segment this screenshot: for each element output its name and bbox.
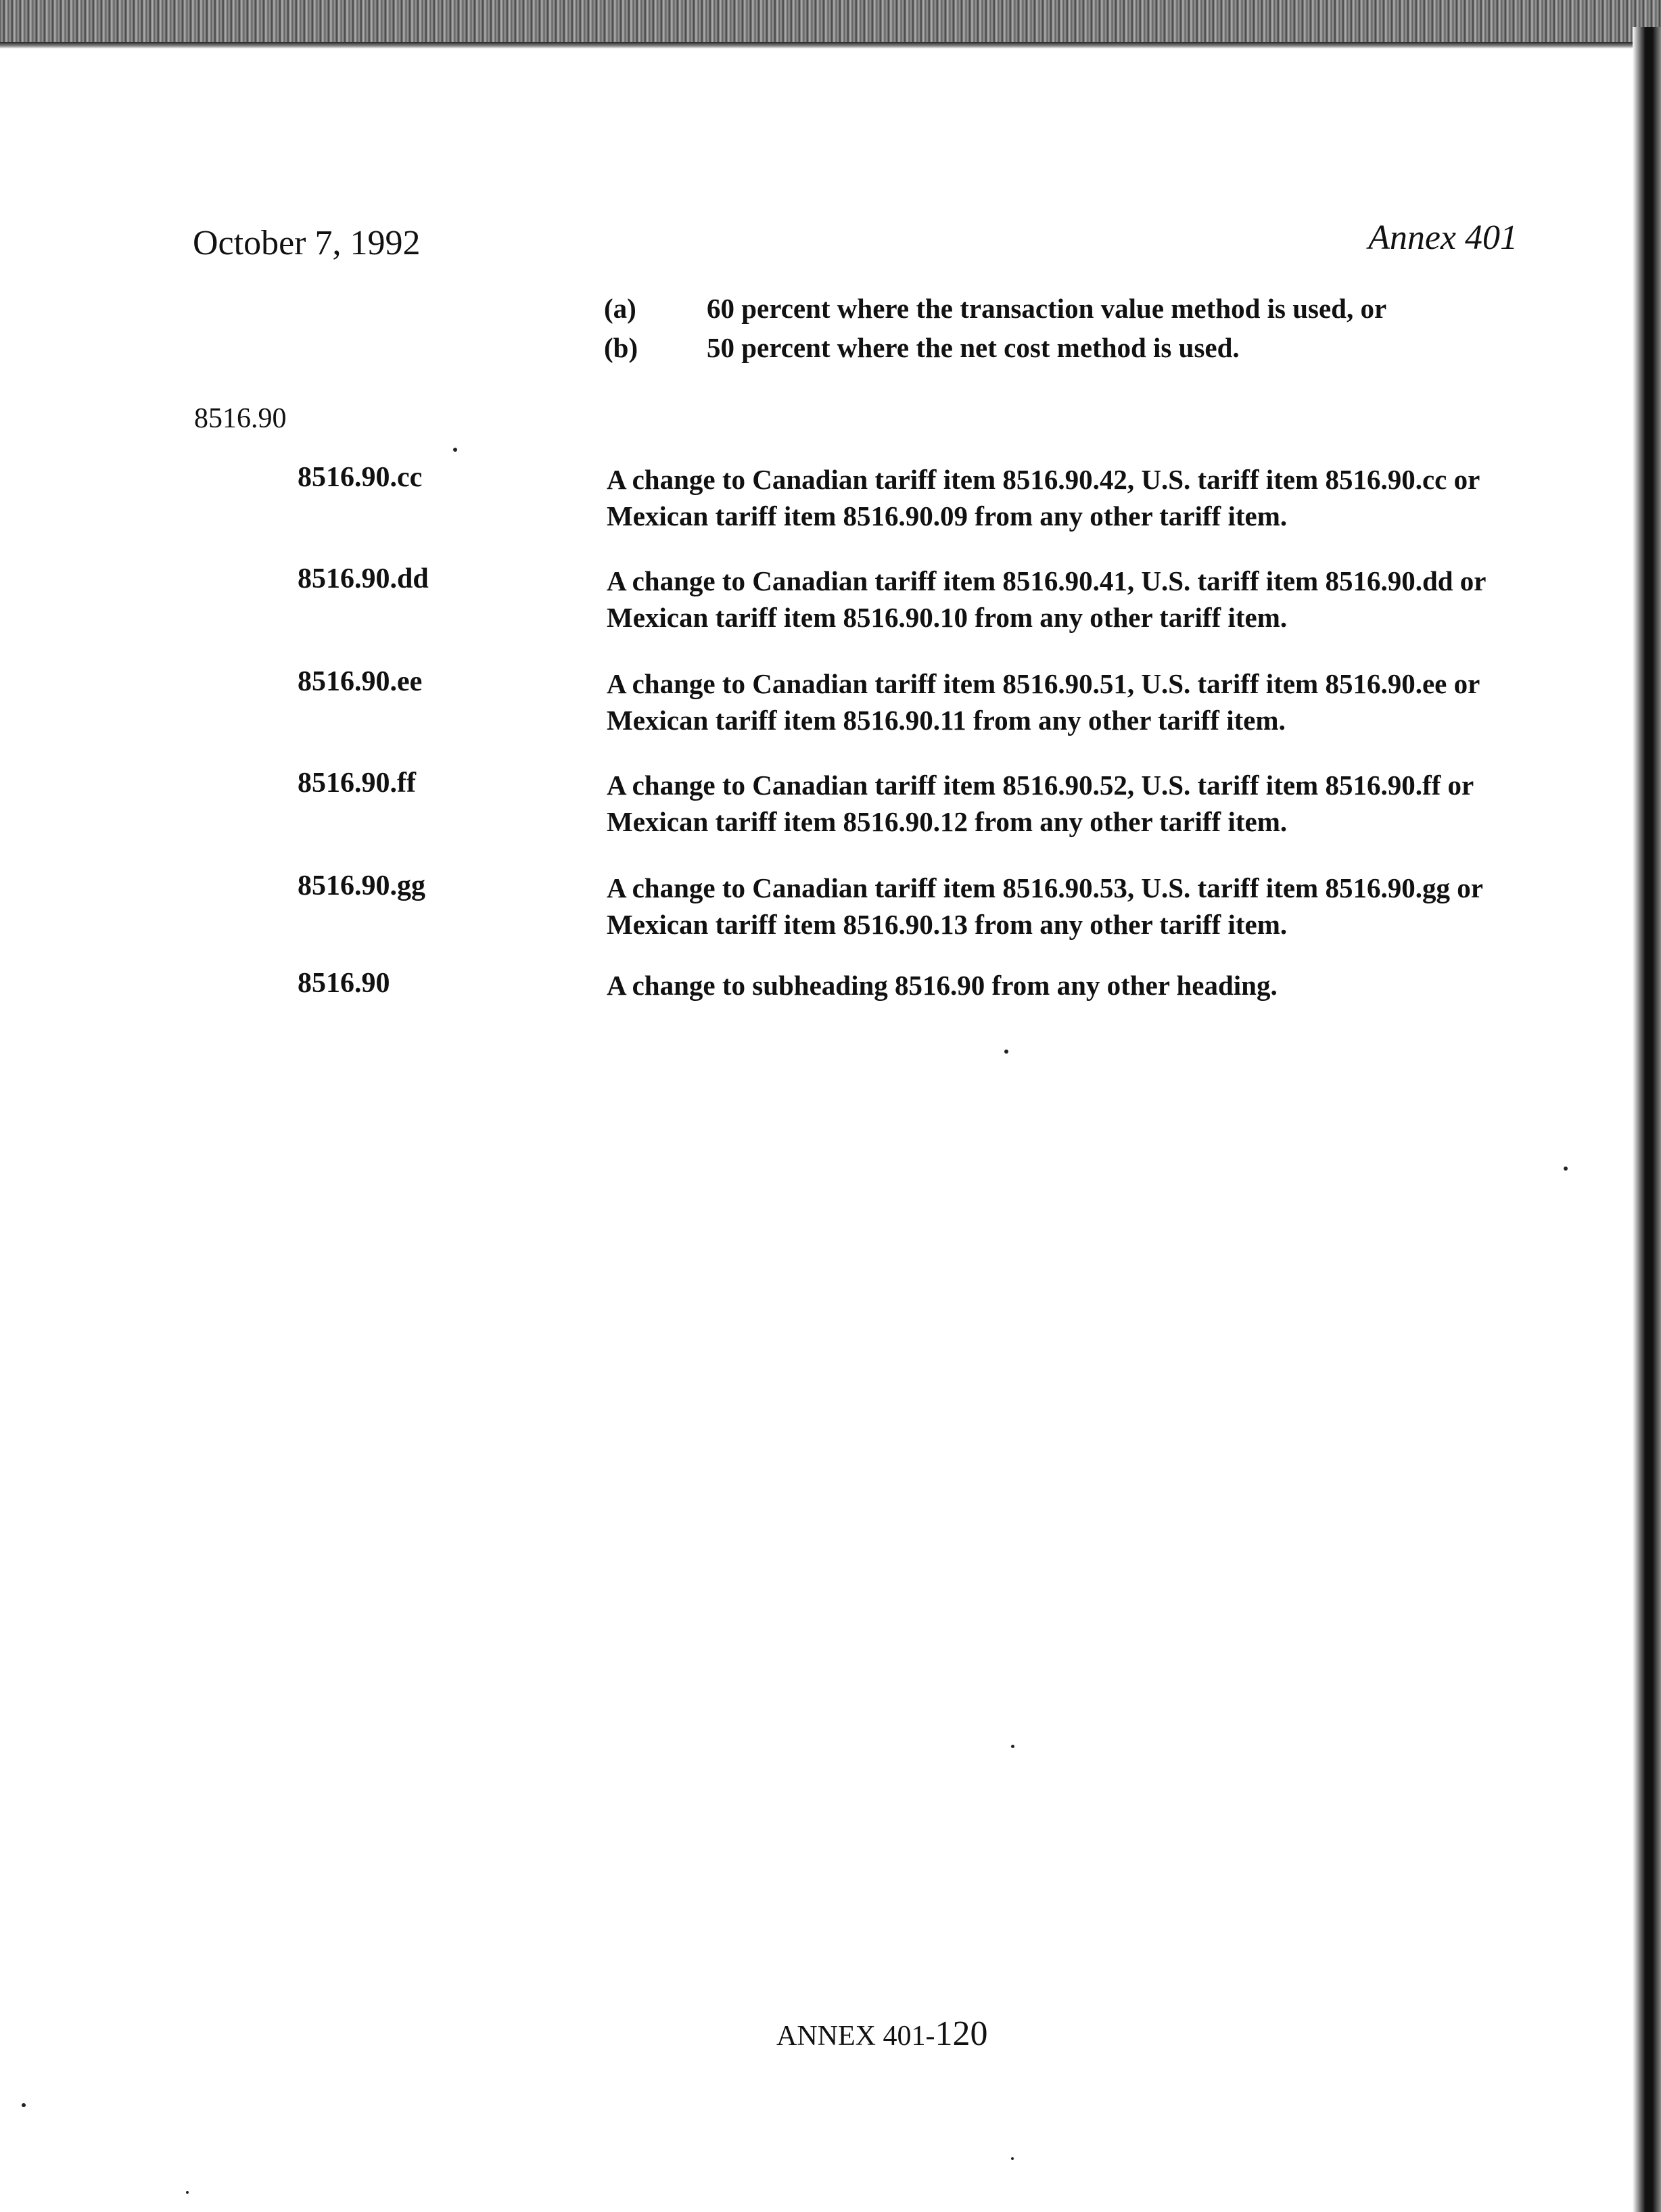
condition-a-text: 60 percent where the transaction value method is used, or [707,293,1387,324]
condition-b-text: 50 percent where the net cost method is used. [707,332,1240,363]
condition-b-marker: (b) [604,332,638,363]
rule-text: A change to Canadian tariff item 8516.90.51, U.S. tariff item 8516.90.ee or Mexican tariff item 8516.90.11 from any other tariff item. [607,668,1480,736]
footer-page-number: 120 [935,2015,988,2053]
rule-text: A change to Canadian tariff item 8516.90.52, U.S. tariff item 8516.90.ff or Mexican tariff item 8516.90.12 from any other tariff item. [607,770,1474,837]
heading-code: 8516.90 [194,403,287,434]
rule-code: 8516.90 [298,968,390,999]
scan-speck [1564,1167,1568,1171]
scan-top-shadow [0,42,1661,49]
footer-label: ANNEX 401- [776,2021,935,2052]
rule-text: A change to Canadian tariff item 8516.90.53, U.S. tariff item 8516.90.gg or Mexican tariff item 8516.90.13 from any other tariff item. [607,872,1483,940]
scan-speck [22,2103,26,2107]
rule-code: 8516.90.ee [298,666,423,697]
scan-speck [186,2191,189,2194]
rule-code: 8516.90.dd [298,563,429,594]
scan-top-border [0,0,1661,46]
document-date: October 7, 1992 [193,224,421,262]
scan-speck [1011,1745,1014,1748]
page-footer [776,2014,987,2054]
rule-code: 8516.90.ff [298,768,416,799]
scan-speck [1004,1050,1008,1054]
rule-code: 8516.90.gg [298,870,425,901]
scan-speck [1011,2157,1014,2160]
rule-text: A change to Canadian tariff item 8516.90.41, U.S. tariff item 8516.90.dd or Mexican tariff item 8516.90.10 from any other tariff item. [607,565,1486,633]
condition-a-marker: (a) [604,293,636,324]
rule-text: A change to Canadian tariff item 8516.90.42, U.S. tariff item 8516.90.cc or Mexican tariff item 8516.90.09 from any other tariff item. [607,464,1480,532]
scan-right-border [1633,27,1661,2212]
scan-speck [453,448,457,452]
annex-label: Annex 401 [1368,218,1518,257]
rule-code: 8516.90.cc [298,462,423,493]
rule-text: A change to subheading 8516.90 from any other heading. [607,970,1278,1001]
